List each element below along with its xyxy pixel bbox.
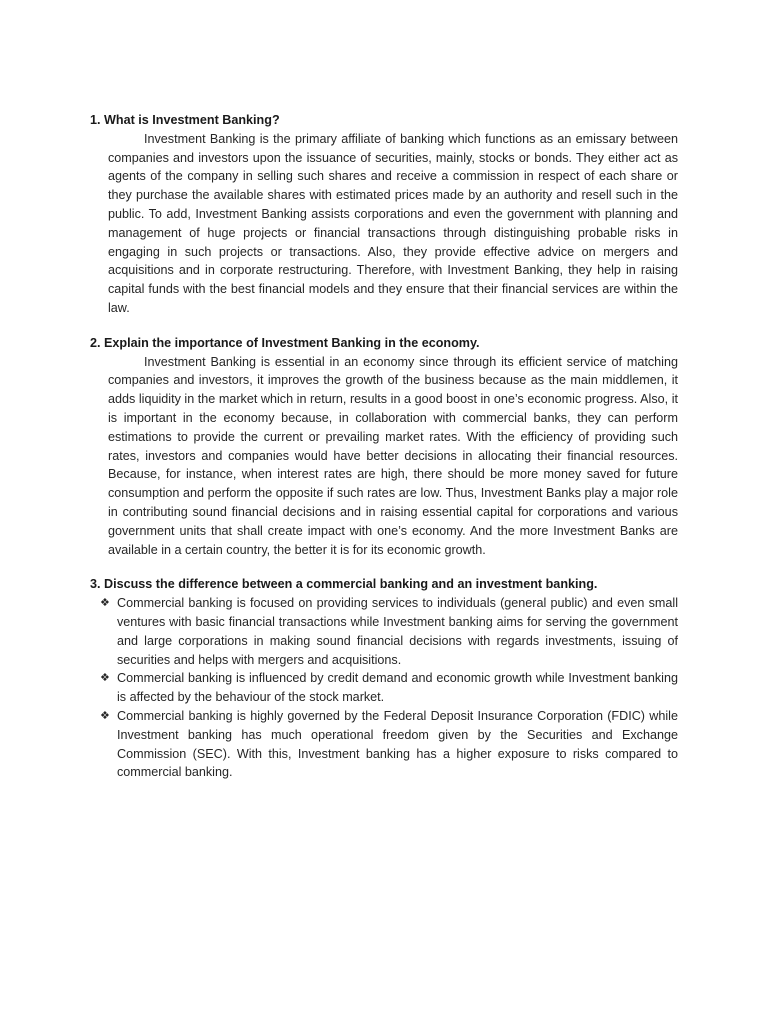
section-heading: 1. What is Investment Banking? — [90, 113, 280, 127]
list-item — [100, 669, 678, 707]
list-item — [100, 594, 678, 669]
diamond-bullet-icon: ❖ — [100, 672, 110, 685]
diamond-bullet-icon: ❖ — [100, 597, 110, 610]
section-heading: 3. Discuss the difference between a commercial banking and an investment banking. — [90, 577, 598, 592]
list-item-text: Commercial banking is highly governed by the Federal Deposit Insurance Corporation (FDIC) while Investment banking has much operational freedom given by the Securities and Exchange Commission (SEC). With this, Investment banking has a higher exposure to risks compared to commercial banking. — [117, 708, 678, 780]
section-commercial-vs-investment — [90, 575, 678, 782]
list-item-text: Commercial banking is focused on providing services to individuals (general public) and even small ventures with basic financial transactions while Investment banking aims for serving the government and large corporations in making sound financial decisions with regards investments, issuing of securities and helps with mergers and acquisitions. — [117, 596, 678, 667]
list-item-text: Commercial banking is influenced by credit demand and economic growth while Investment banking is affected by the behaviour of the stock market. — [117, 671, 678, 705]
list-item — [100, 707, 678, 782]
section-paragraph: Investment Banking is the primary affiliate of banking which functions as an emissary between companies and investors upon the issuance of securities, mainly, stocks or bonds. They either act as agents of the company in selling such shares and receive a commission in respect of each share or they purchase the available shares with estimated prices made by an authority and resell such in the public. To add, Investment Banking assists corporations and even the government with planning and management of huge projects or financial transactions through distinguishing probable risks in engaging in such projects or transactions. Also, they provide effective advice on mergers and acquisitions and in corporate restructuring. Therefore, with Investment Banking, they help in raising capital funds with the best financial models and they ensure that their financial services are within the law. — [108, 131, 678, 315]
section-heading: 2. Explain the importance of Investment Banking in the economy. — [90, 335, 480, 350]
section-paragraph: Investment Banking is essential in an economy since through its efficient service of matching companies and investors, it improves the growth of the business because as the main middlemen, it adds liquidity in the market which in return, results in a good boost in one’s economic progress. Also, it is important in the economy because, in collaboration with commercial banks, they can perform estimations to provide the current or prevailing market rates. With the efficiency of providing such rates, investors and companies would have better decisions in allocating their financial resources. Because, for instance, when interest rates are high, there should be more money saved for future consumption and perform the opposite if such rates are low. Thus, Investment Banks play a major role in contributing sound financial decisions and in raising essential capital for corporations and various government units that shall create impact with one’s economy. And the more Investment Banks are available in a certain country, the better it is for its economic growth. — [108, 354, 678, 557]
bullet-list — [90, 594, 678, 782]
section-importance-in-economy — [90, 334, 678, 560]
diamond-bullet-icon: ❖ — [100, 709, 110, 722]
section-what-is-investment-banking — [90, 111, 678, 318]
